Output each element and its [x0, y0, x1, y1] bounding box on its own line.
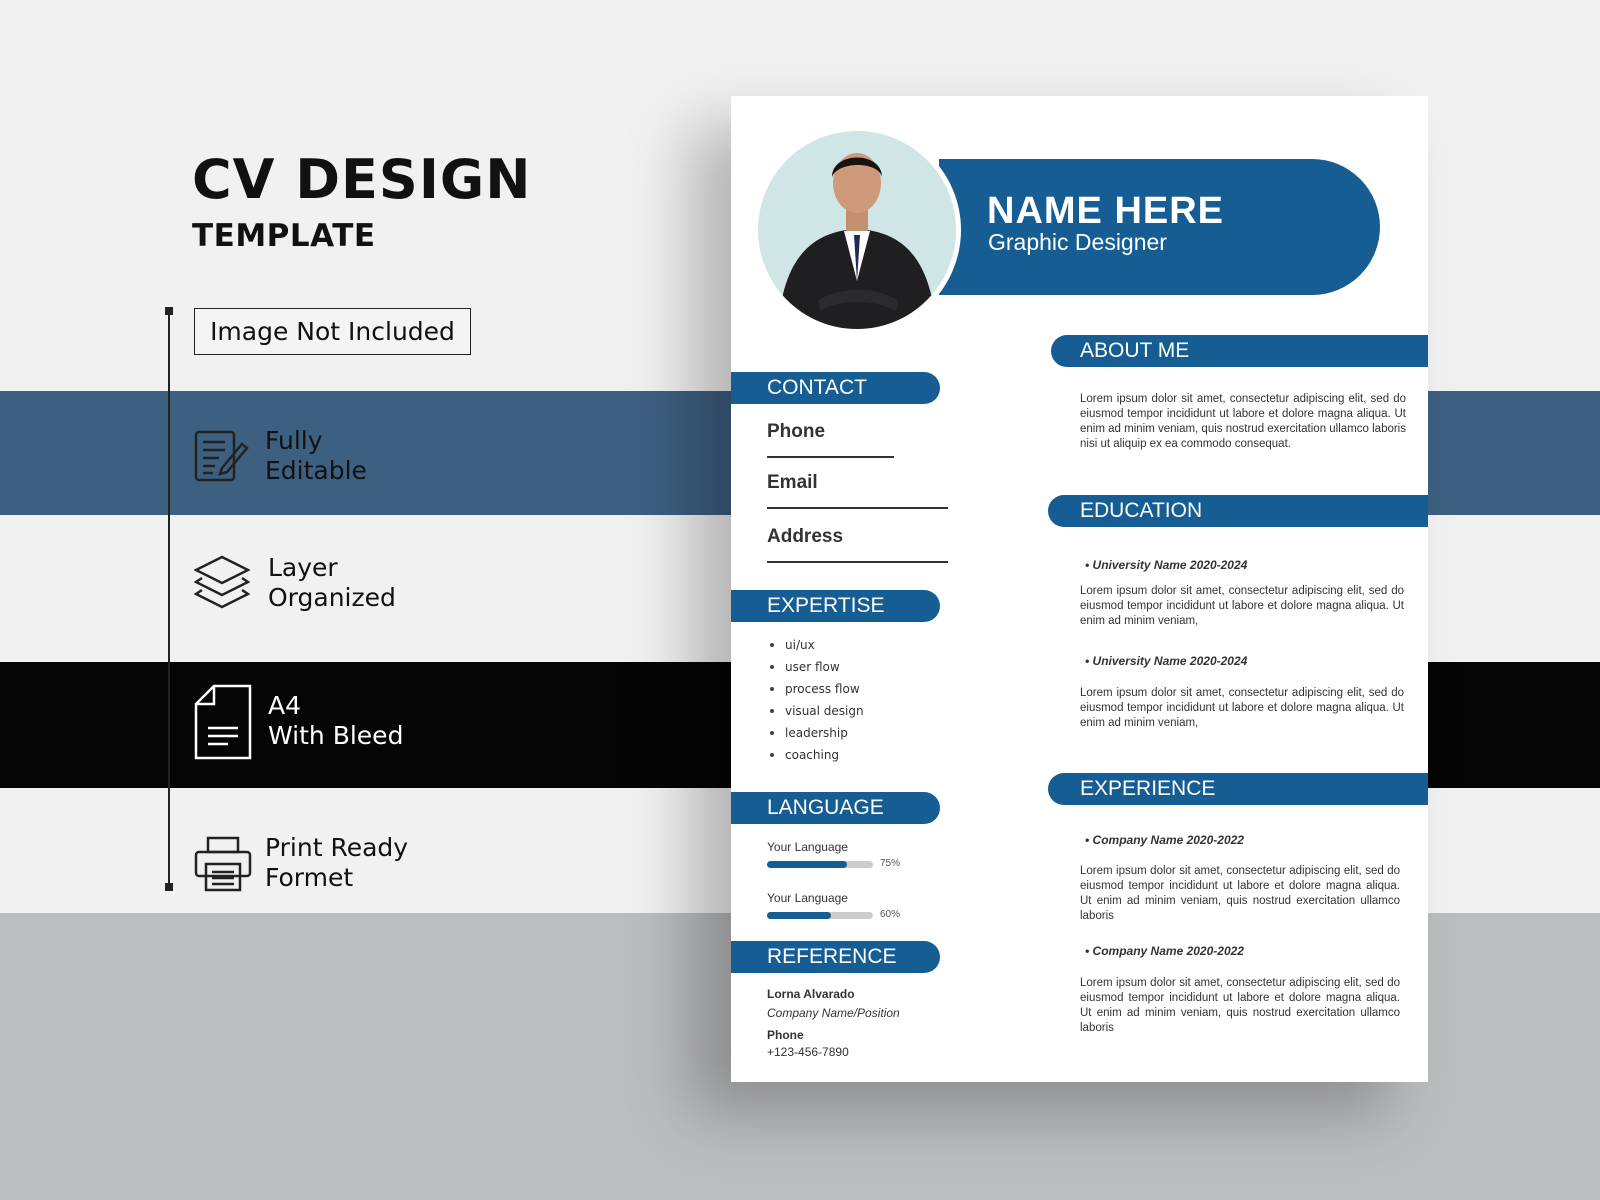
feature-fully-editable [265, 426, 367, 486]
education-text: Lorem ipsum dolor sit amet, consectetur adipiscing elit, sed do eiusmod tempor incididunt ut labore et dolore magna aliqua. Ut enim ad minim veniam, [1080, 687, 1404, 729]
education-title: • University Name 2020-2024 [1085, 654, 1248, 668]
feature-line: Print Ready [265, 833, 409, 862]
list-item: visual design [767, 700, 864, 722]
list-item: user flow [767, 656, 864, 678]
expertise-heading: EXPERTISE [731, 590, 940, 622]
progress-fill [767, 861, 847, 868]
printer-icon [194, 836, 252, 892]
language-progress [767, 912, 873, 919]
divider [767, 561, 948, 563]
feature-line: Editable [265, 456, 367, 485]
divider [767, 507, 948, 509]
item-title: Company Name 2020-2022 [1092, 833, 1244, 847]
expertise-list [767, 634, 864, 766]
item-title: Company Name 2020-2022 [1092, 944, 1244, 958]
feature-line: Layer [268, 553, 338, 582]
language-heading: LANGUAGE [731, 792, 940, 824]
progress-fill [767, 912, 831, 919]
promo-title: CV DESIGN [192, 148, 532, 211]
item-title: University Name 2020-2024 [1092, 654, 1248, 668]
language-label: Your Language [767, 891, 848, 905]
divider [767, 456, 894, 458]
cv-page [731, 96, 1428, 1082]
edit-document-icon [194, 428, 250, 484]
contact-address: Address [767, 526, 844, 547]
feature-line: Formet [265, 863, 354, 892]
list-item: coaching [767, 744, 864, 766]
reference-company: Company Name/Position [767, 1006, 900, 1020]
feature-line: Fully [265, 426, 323, 455]
education-title: • University Name 2020-2024 [1085, 558, 1248, 572]
feature-line: Organized [268, 583, 396, 612]
reference-heading: REFERENCE [731, 941, 940, 973]
item-title: University Name 2020-2024 [1092, 558, 1248, 572]
feature-layer-organized [268, 553, 396, 613]
cv-role: Graphic Designer [988, 229, 1167, 255]
promo-subtitle: TEMPLATE [192, 218, 376, 254]
document-icon [194, 684, 252, 760]
reference-name: Lorna Alvarado [767, 987, 855, 1001]
language-percent: 60% [880, 909, 901, 920]
layers-icon [194, 554, 250, 612]
reference-phone: +123-456-7890 [767, 1045, 849, 1059]
experience-title: • Company Name 2020-2022 [1085, 833, 1244, 847]
language-label: Your Language [767, 840, 848, 854]
feature-print-ready [265, 833, 408, 893]
cv-name: NAME HERE [987, 190, 1225, 232]
list-item: process flow [767, 678, 864, 700]
timeline-line [168, 311, 170, 887]
heading-text: ABOUT ME [1080, 339, 1190, 362]
language-percent: 75% [880, 858, 901, 869]
language-progress [767, 861, 873, 868]
experience-text: Lorem ipsum dolor sit amet, consectetur adipiscing elit, sed do eiusmod tempor incididunt ut labore et dolore magna aliqua. Ut enim ad minim veniam, quis nostrud exercitation ullamco laboris [1080, 977, 1400, 1034]
reference-phone-label: Phone [767, 1028, 804, 1042]
image-not-included-badge: Image Not Included [194, 308, 471, 355]
profile-photo [758, 131, 956, 329]
about-heading [1051, 335, 1428, 367]
education-text: Lorem ipsum dolor sit amet, consectetur adipiscing elit, sed do eiusmod tempor incididunt ut labore et dolore magna aliqua. Ut enim ad minim veniam, [1080, 585, 1404, 627]
feature-line: With Bleed [268, 721, 404, 750]
education-heading [1048, 495, 1428, 527]
heading-text: EXPERIENCE [1080, 777, 1216, 800]
contact-heading: CONTACT [731, 372, 940, 404]
list-item: ui/ux [767, 634, 864, 656]
contact-email: Email [767, 472, 818, 493]
experience-heading [1048, 773, 1428, 805]
timeline-dot [165, 307, 173, 315]
experience-title: • Company Name 2020-2022 [1085, 944, 1244, 958]
experience-text: Lorem ipsum dolor sit amet, consectetur adipiscing elit, sed do eiusmod tempor incididunt ut labore et dolore magna aliqua. Ut enim ad minim veniam, quis nostrud exercitation ullamco laboris [1080, 865, 1400, 922]
about-text: Lorem ipsum dolor sit amet, consectetur adipiscing elit, sed do eiusmod tempor incididunt ut labore et dolore magna aliqua. Ut enim ad minim veniam, quis nostrud exercitation ullamco laboris nisi ut aliquip ex ea commodo consequat. [1080, 393, 1406, 450]
heading-text: EDUCATION [1080, 499, 1203, 522]
feature-line: A4 [268, 691, 302, 720]
contact-phone: Phone [767, 421, 826, 442]
feature-a4-bleed [268, 691, 403, 751]
timeline-dot [165, 883, 173, 891]
list-item: leadership [767, 722, 864, 744]
